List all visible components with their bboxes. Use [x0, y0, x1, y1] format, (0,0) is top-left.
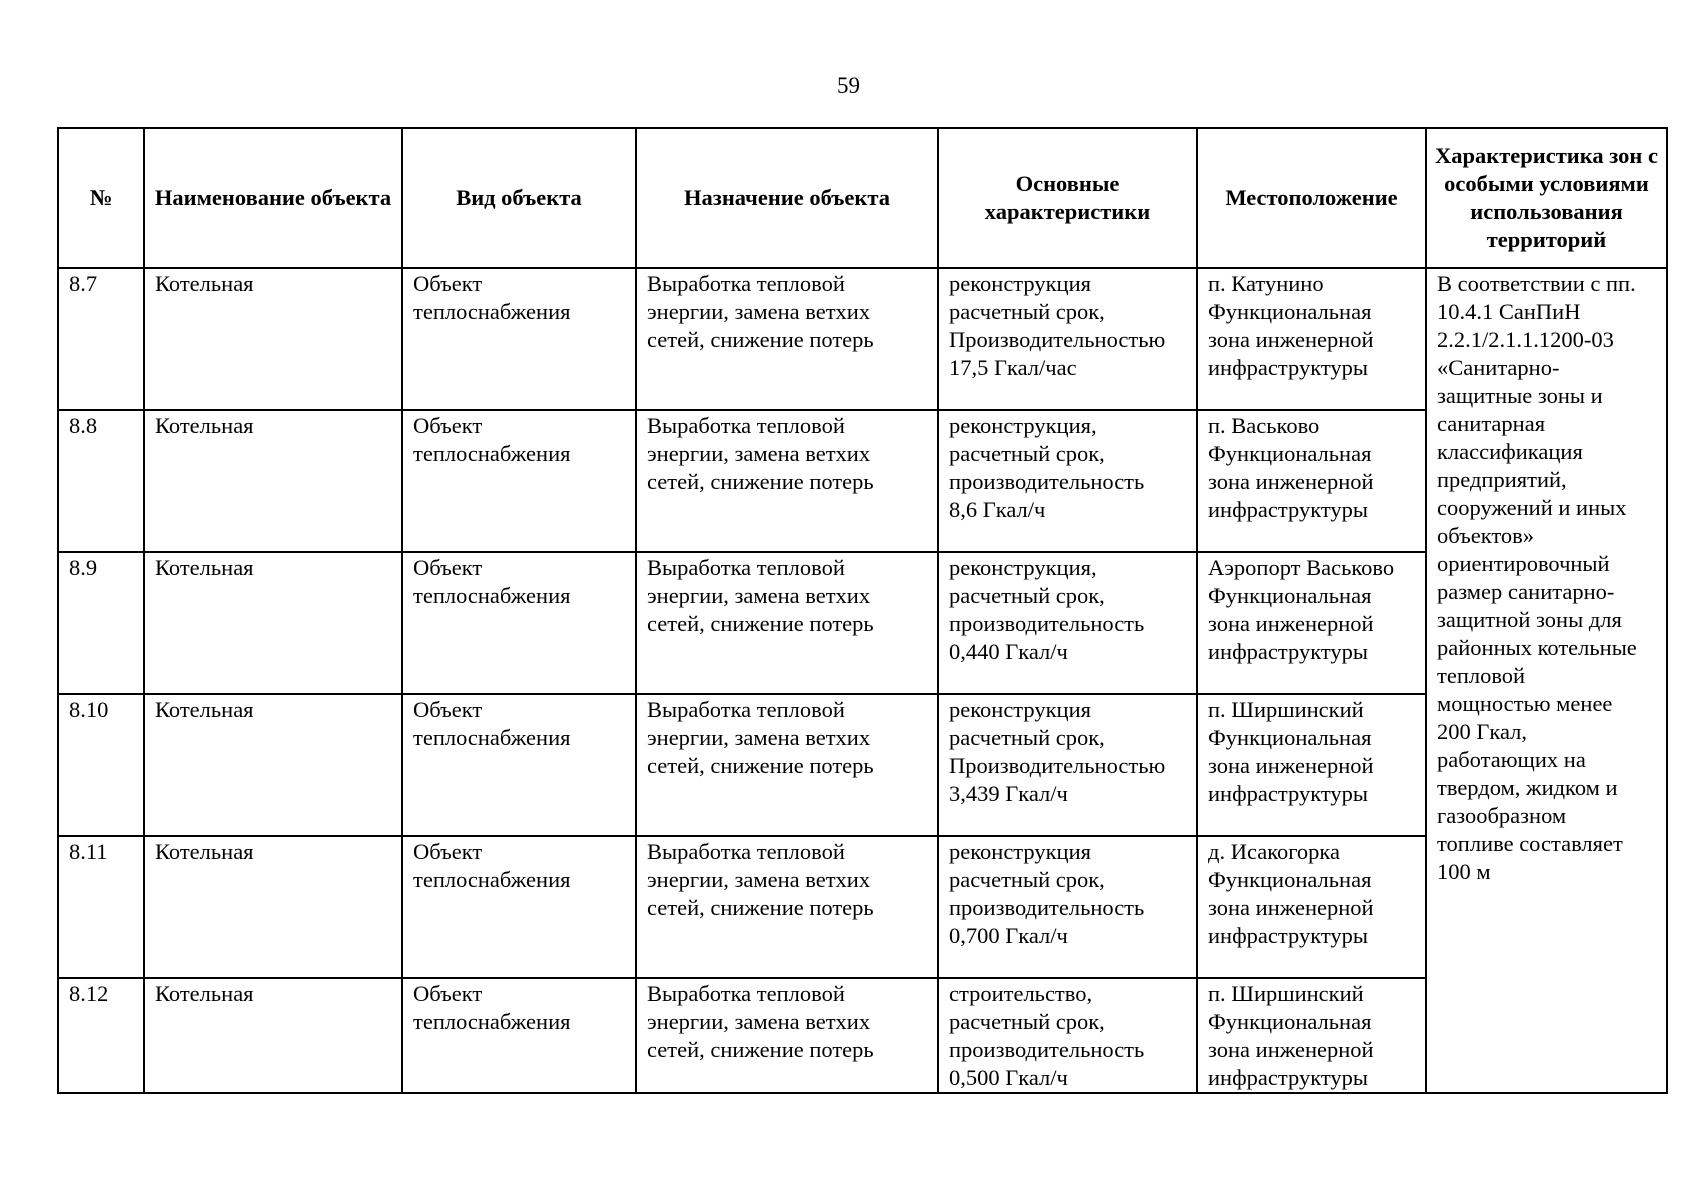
- cell-zone-characteristics-line: защитной зоны для: [1437, 607, 1622, 632]
- cell-location-line: зона инженерной: [1208, 1037, 1374, 1062]
- cell-location-line: Аэропорт Васьково: [1208, 555, 1395, 580]
- cell-specs-line: 8,6 Гкал/ч: [949, 497, 1046, 522]
- cell-purpose-line: энергии, замена ветхих: [647, 867, 871, 892]
- header-zone: Характеристика зон с особыми условиями использования территорий: [1426, 128, 1667, 268]
- table-row: [58, 978, 1667, 1093]
- cell-specs-line: Производительностью: [949, 327, 1166, 352]
- cell-purpose-line: Выработка тепловой: [647, 981, 845, 1006]
- cell-purpose: [636, 836, 938, 978]
- cell-specs-line: расчетный срок,: [949, 441, 1105, 466]
- cell-location-line: Функциональная: [1208, 441, 1372, 466]
- cell-specs-line: реконструкция,: [949, 413, 1097, 438]
- cell-zone-characteristics-line: 2.2.1/2.1.1.1200-03: [1437, 327, 1614, 352]
- cell-purpose-line: энергии, замена ветхих: [647, 1009, 871, 1034]
- cell-location-line: инфраструктуры: [1208, 1065, 1368, 1090]
- cell-type-line: теплоснабжения: [413, 583, 571, 608]
- table-row: [58, 694, 1667, 836]
- cell-zone-characteristics-line: газообразном: [1437, 803, 1567, 828]
- cell-purpose-line: энергии, замена ветхих: [647, 441, 871, 466]
- cell-purpose: [636, 978, 938, 1093]
- cell-zone-characteristics-line: санитарная: [1437, 411, 1546, 436]
- cell-specs-line: производительность: [949, 1037, 1145, 1062]
- cell-zone-characteristics-line: объектов»: [1437, 523, 1535, 548]
- cell-name: Котельная: [144, 410, 402, 552]
- cell-purpose-line: сетей, снижение потерь: [647, 611, 874, 636]
- cell-purpose-line: сетей, снижение потерь: [647, 753, 874, 778]
- cell-purpose-line: энергии, замена ветхих: [647, 299, 871, 324]
- cell-specs-line: производительность: [949, 469, 1145, 494]
- cell-location-line: Функциональная: [1208, 583, 1372, 608]
- cell-number: 8.10: [58, 694, 144, 836]
- cell-type-line: Объект: [413, 981, 483, 1006]
- cell-purpose-line: энергии, замена ветхих: [647, 725, 871, 750]
- cell-purpose-line: сетей, снижение потерь: [647, 1037, 874, 1062]
- cell-specs-line: 17,5 Гкал/час: [949, 355, 1077, 380]
- cell-zone-characteristics-line: топливе составляет: [1437, 831, 1623, 856]
- cell-zone-characteristics-line: тепловой: [1437, 663, 1526, 688]
- cell-specs-line: строительство,: [949, 981, 1093, 1006]
- cell-specs: [938, 836, 1197, 978]
- table-row: [58, 410, 1667, 552]
- cell-specs-line: реконструкция: [949, 839, 1091, 864]
- cell-type-line: теплоснабжения: [413, 299, 571, 324]
- cell-specs-line: расчетный срок,: [949, 583, 1105, 608]
- cell-zone-characteristics-line: размер санитарно-: [1437, 579, 1615, 604]
- cell-zone-characteristics-line: ориентировочный: [1437, 551, 1610, 576]
- cell-location: [1197, 410, 1426, 552]
- cell-purpose-line: сетей, снижение потерь: [647, 895, 874, 920]
- header-purpose: Назначение объекта: [636, 128, 938, 268]
- cell-location-line: зона инженерной: [1208, 895, 1374, 920]
- cell-location-line: Функциональная: [1208, 725, 1372, 750]
- cell-number: 8.12: [58, 978, 144, 1093]
- cell-location-line: д. Исакогорка: [1208, 839, 1340, 864]
- cell-specs-line: реконструкция: [949, 697, 1091, 722]
- cell-type-line: Объект: [413, 555, 483, 580]
- cell-zone-characteristics-line: районных котельные: [1437, 635, 1637, 660]
- cell-location-line: зона инженерной: [1208, 753, 1374, 778]
- cell-type-line: теплоснабжения: [413, 1009, 571, 1034]
- cell-purpose: [636, 694, 938, 836]
- cell-specs-line: расчетный срок,: [949, 725, 1105, 750]
- cell-type: [402, 268, 636, 410]
- cell-location-line: инфраструктуры: [1208, 355, 1368, 380]
- cell-zone-characteristics-line: твердом, жидком и: [1437, 775, 1618, 800]
- cell-specs-line: Производительностью: [949, 753, 1166, 778]
- cell-name: Котельная: [144, 552, 402, 694]
- cell-location: [1197, 552, 1426, 694]
- header-type: Вид объекта: [402, 128, 636, 268]
- header-specs: Основные характеристики: [938, 128, 1197, 268]
- cell-number: 8.11: [58, 836, 144, 978]
- cell-type: [402, 978, 636, 1093]
- cell-location-line: инфраструктуры: [1208, 923, 1368, 948]
- cell-location: [1197, 978, 1426, 1093]
- cell-type: [402, 836, 636, 978]
- cell-zone-characteristics-line: сооружений и иных: [1437, 495, 1627, 520]
- cell-purpose-line: энергии, замена ветхих: [647, 583, 871, 608]
- cell-type-line: теплоснабжения: [413, 867, 571, 892]
- cell-specs-line: реконструкция: [949, 271, 1091, 296]
- cell-specs-line: 0,700 Гкал/ч: [949, 923, 1068, 948]
- cell-zone-characteristics-line: предприятий,: [1437, 467, 1567, 492]
- cell-zone-characteristics-line: защитные зоны и: [1437, 383, 1603, 408]
- cell-location-line: зона инженерной: [1208, 469, 1374, 494]
- cell-location-line: Функциональная: [1208, 299, 1372, 324]
- cell-purpose: [636, 268, 938, 410]
- cell-location-line: п. Ширшинский: [1208, 697, 1364, 722]
- cell-zone-characteristics-line: В соответствии с пп.: [1437, 271, 1636, 296]
- cell-type-line: Объект: [413, 839, 483, 864]
- cell-location-line: Функциональная: [1208, 1009, 1372, 1034]
- table-body: [58, 268, 1667, 1093]
- table-row: [58, 552, 1667, 694]
- cell-location: [1197, 836, 1426, 978]
- page-number: 59: [837, 73, 860, 98]
- cell-location: [1197, 268, 1426, 410]
- objects-table: [57, 127, 1668, 1094]
- cell-specs-line: расчетный срок,: [949, 867, 1105, 892]
- cell-type: [402, 552, 636, 694]
- cell-purpose-line: Выработка тепловой: [647, 271, 845, 296]
- cell-name: Котельная: [144, 268, 402, 410]
- cell-specs-line: производительность: [949, 611, 1145, 636]
- cell-zone-characteristics-line: классификация: [1437, 439, 1583, 464]
- cell-location: [1197, 694, 1426, 836]
- cell-specs: [938, 978, 1197, 1093]
- cell-zone-characteristics-line: мощностью менее: [1437, 691, 1613, 716]
- cell-specs: [938, 694, 1197, 836]
- cell-purpose-line: Выработка тепловой: [647, 697, 845, 722]
- cell-type-line: Объект: [413, 271, 483, 296]
- cell-zone-characteristics-line: 100 м: [1437, 859, 1491, 884]
- cell-location-line: инфраструктуры: [1208, 639, 1368, 664]
- cell-type-line: Объект: [413, 697, 483, 722]
- cell-specs: [938, 410, 1197, 552]
- cell-number: 8.7: [58, 268, 144, 410]
- cell-zone-characteristics: [1426, 268, 1667, 1093]
- cell-purpose-line: сетей, снижение потерь: [647, 469, 874, 494]
- cell-specs-line: расчетный срок,: [949, 299, 1105, 324]
- cell-specs-line: 3,439 Гкал/ч: [949, 781, 1068, 806]
- cell-zone-characteristics-line: 10.4.1 СанПиН: [1437, 299, 1581, 324]
- cell-specs-line: реконструкция,: [949, 555, 1097, 580]
- table-header-row: [58, 128, 1667, 268]
- header-name: Наименование объекта: [144, 128, 402, 268]
- cell-location-line: зона инженерной: [1208, 327, 1374, 352]
- header-number: №: [58, 128, 144, 268]
- cell-purpose: [636, 410, 938, 552]
- cell-zone-characteristics-line: 200 Гкал,: [1437, 719, 1528, 744]
- cell-purpose: [636, 552, 938, 694]
- cell-type-line: Объект: [413, 413, 483, 438]
- table-row: [58, 836, 1667, 978]
- cell-type: [402, 694, 636, 836]
- cell-location-line: инфраструктуры: [1208, 497, 1368, 522]
- cell-specs: [938, 268, 1197, 410]
- cell-purpose-line: Выработка тепловой: [647, 839, 845, 864]
- cell-zone-characteristics-line: «Санитарно-: [1437, 355, 1560, 380]
- cell-location-line: п. Ширшинский: [1208, 981, 1364, 1006]
- cell-purpose-line: сетей, снижение потерь: [647, 327, 874, 352]
- cell-specs-line: расчетный срок,: [949, 1009, 1105, 1034]
- cell-location-line: зона инженерной: [1208, 611, 1374, 636]
- cell-specs-line: 0,440 Гкал/ч: [949, 639, 1068, 664]
- cell-zone-characteristics-line: работающих на: [1437, 747, 1586, 772]
- cell-location-line: Функциональная: [1208, 867, 1372, 892]
- cell-location-line: п. Катунино: [1208, 271, 1324, 296]
- cell-type: [402, 410, 636, 552]
- cell-type-line: теплоснабжения: [413, 725, 571, 750]
- cell-purpose-line: Выработка тепловой: [647, 555, 845, 580]
- cell-location-line: инфраструктуры: [1208, 781, 1368, 806]
- cell-specs-line: 0,500 Гкал/ч: [949, 1065, 1068, 1090]
- cell-number: 8.8: [58, 410, 144, 552]
- cell-purpose-line: Выработка тепловой: [647, 413, 845, 438]
- cell-name: Котельная: [144, 978, 402, 1093]
- cell-location-line: п. Васьково: [1208, 413, 1320, 438]
- cell-type-line: теплоснабжения: [413, 441, 571, 466]
- header-location: Местоположение: [1197, 128, 1426, 268]
- cell-specs-line: производительность: [949, 895, 1145, 920]
- cell-specs: [938, 552, 1197, 694]
- cell-name: Котельная: [144, 694, 402, 836]
- cell-number: 8.9: [58, 552, 144, 694]
- table-row: [58, 268, 1667, 410]
- cell-name: Котельная: [144, 836, 402, 978]
